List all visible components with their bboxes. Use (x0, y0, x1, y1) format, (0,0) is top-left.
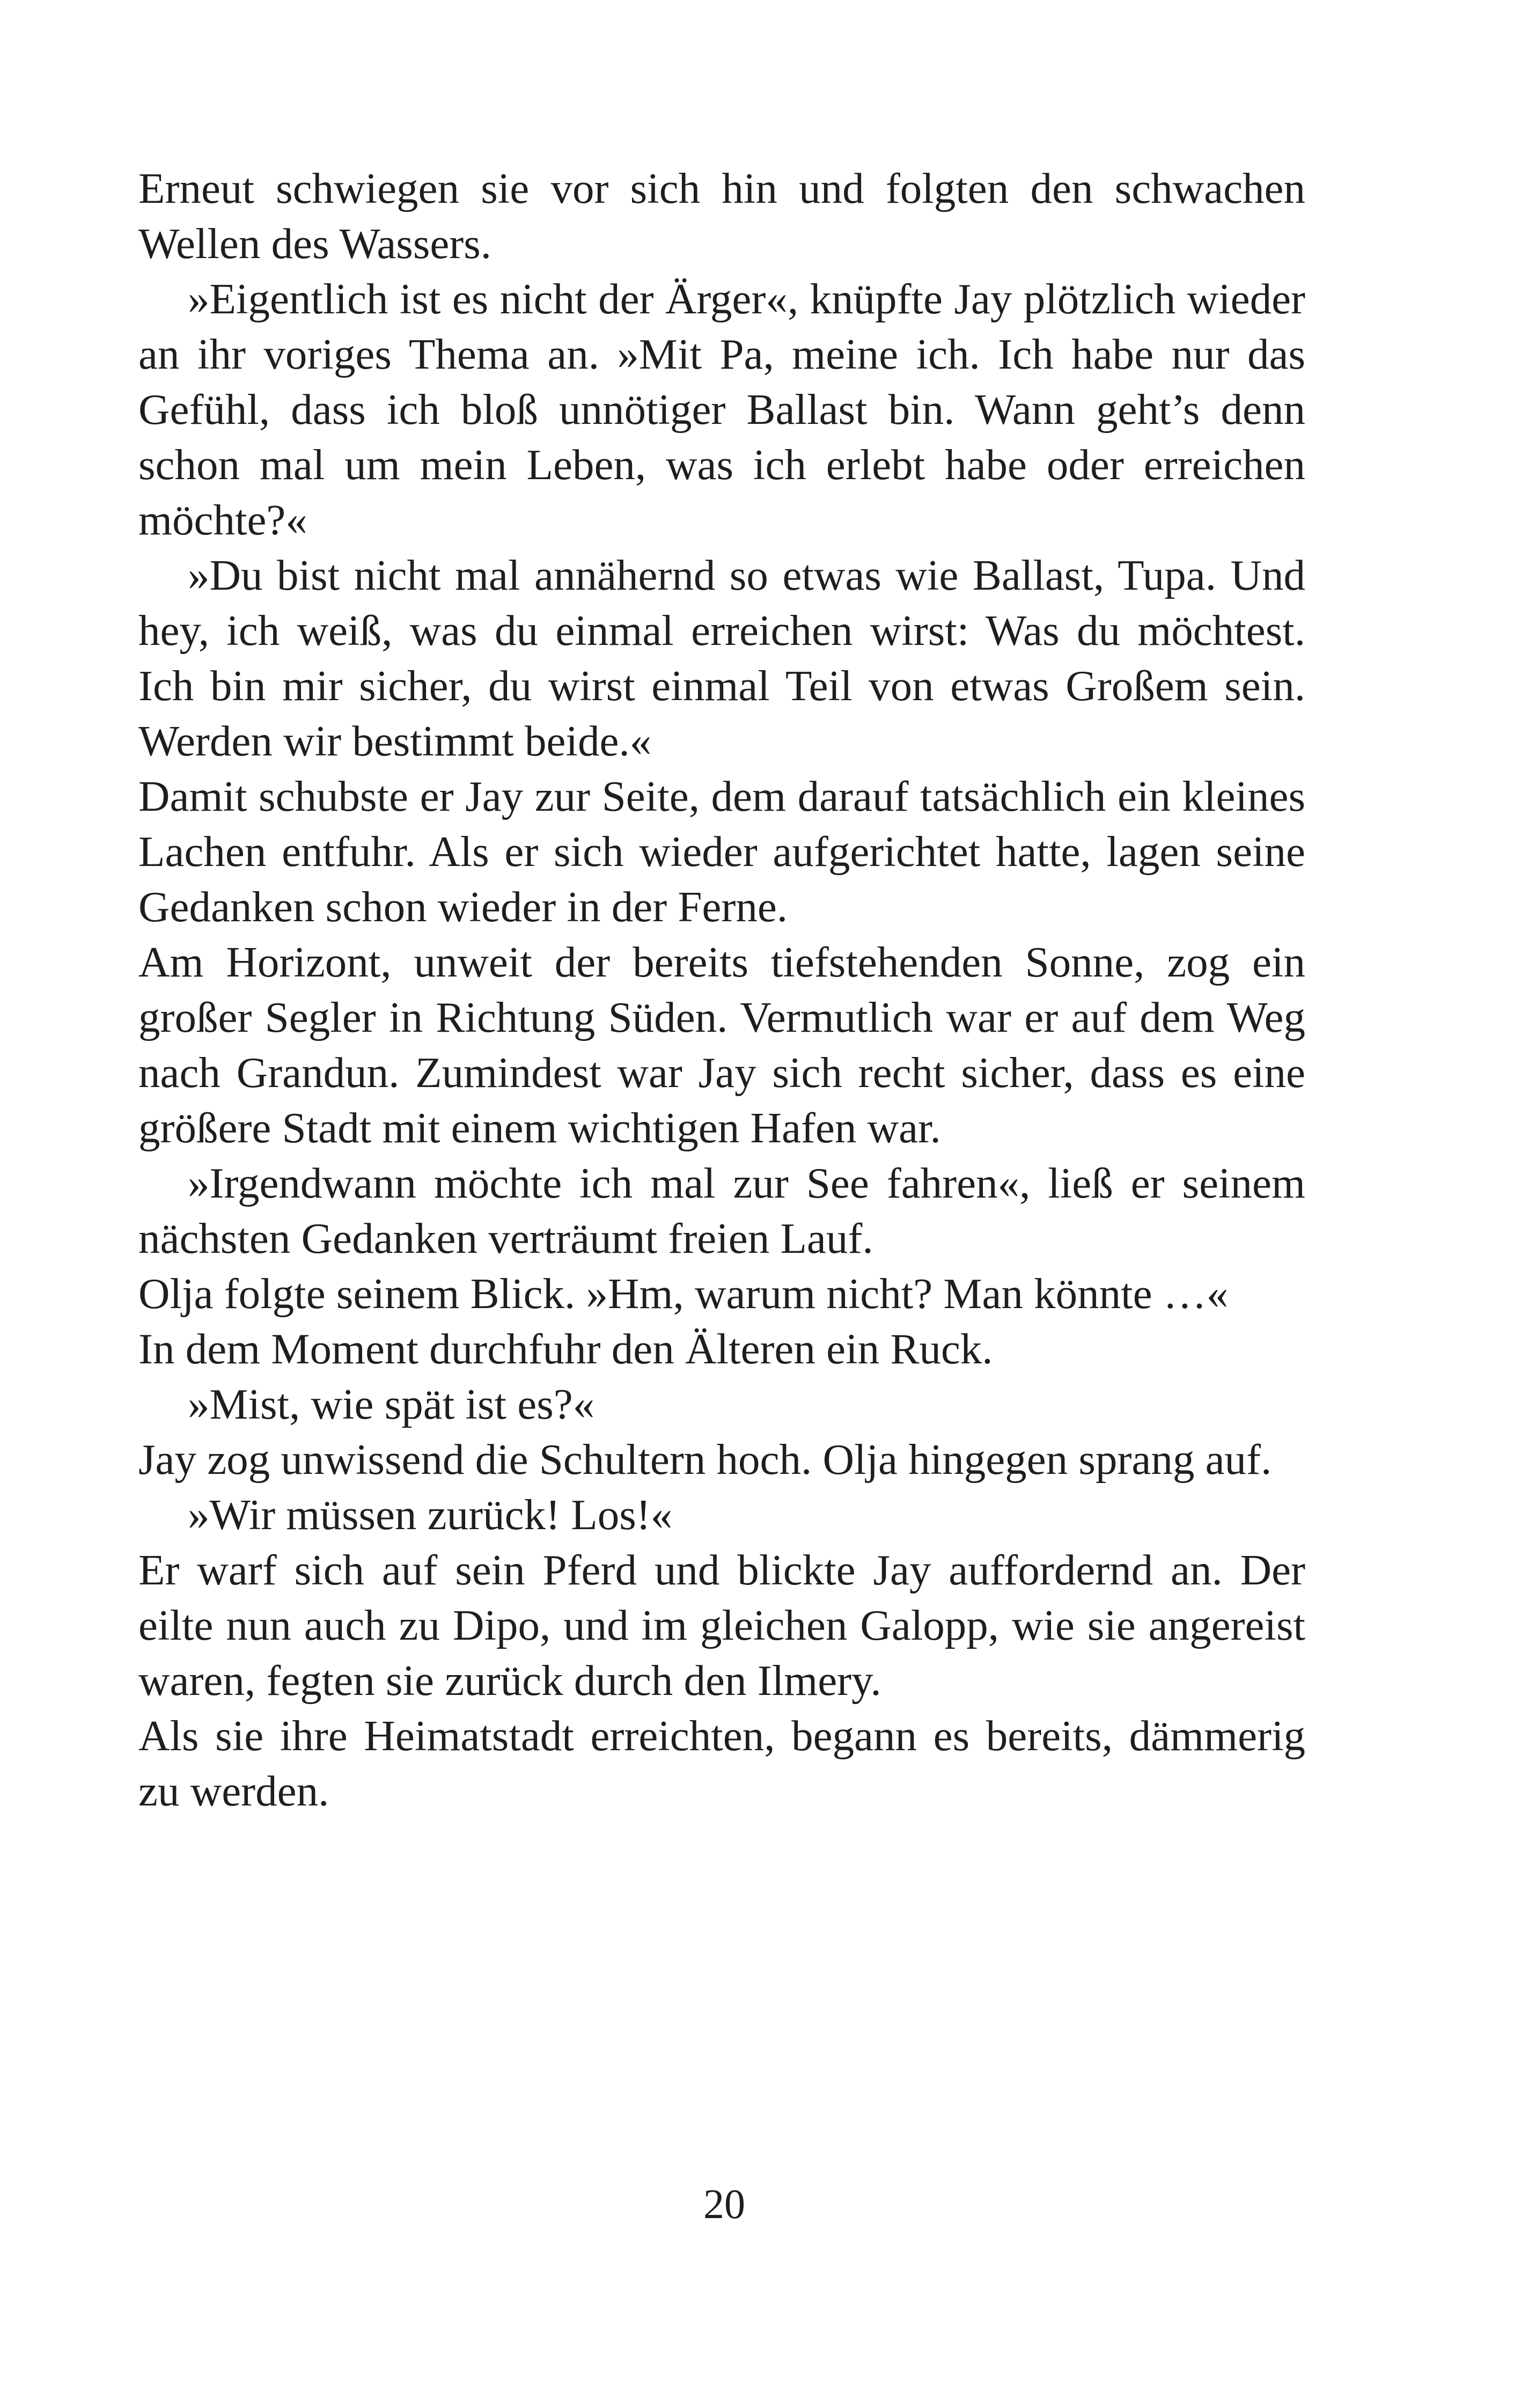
paragraph-5: Am Horizont, unweit der bereits tiefstehenden Sonne, zog ein großer Segler in Richtung Süden. Vermutlich war er auf dem Weg nach Grandun. Zumindest war Jay sich recht sicher, dass es eine größere Stadt mit einem wichtigen Hafen war. (138, 938, 1305, 1152)
paragraph-1: Erneut schwiegen sie vor sich hin und folgten den schwachen Wellen des Wassers. (138, 164, 1305, 268)
paragraph-13: Als sie ihre Heimatstadt erreichten, begann es bereits, dämmerig zu werden. (138, 1712, 1305, 1815)
paragraph-2: »Eigentlich ist es nicht der Ärger«, knüpfte Jay plötzlich wieder an ihr voriges Thema an. »Mit Pa, meine ich. Ich habe nur das Gefühl, dass ich bloß unnötiger Ballast bin. Wann geht’s denn schon mal um mein Leben, was ich erlebt habe oder erreichen möchte?« (138, 275, 1305, 544)
body-text (138, 161, 1305, 1819)
paragraph-4: Damit schubste er Jay zur Seite, dem darauf tatsächlich ein kleines Lachen entfuhr. Als er sich wieder aufgerichtet hatte, lagen seine Gedanken schon wieder in der Ferne. (138, 772, 1305, 931)
paragraph-3: »Du bist nicht mal annähernd so etwas wie Ballast, Tupa. Und hey, ich weiß, was du einmal erreichen wirst: Was du möchtest. Ich bin mir sicher, du wirst einmal Teil von etwas Großem sein. Werden wir bestimmt beide.« (138, 551, 1305, 765)
page-number: 20 (703, 2181, 745, 2227)
paragraph-7: Olja folgte seinem Blick. »Hm, warum nicht? Man könnte …« (138, 1269, 1229, 1318)
paragraph-9: »Mist, wie spät ist es?« (188, 1380, 595, 1428)
paragraph-11: »Wir müssen zurück! Los!« (188, 1491, 673, 1539)
paragraph-6: »Irgendwann möchte ich mal zur See fahren«, ließ er seinem nächsten Gedanken verträumt freien Lauf. (138, 1159, 1305, 1262)
paragraph-12: Er warf sich auf sein Pferd und blickte Jay auffordernd an. Der eilte nun auch zu Dipo, und im gleichen Galopp, wie sie angereist waren, fegten sie zurück durch den Ilmery. (138, 1546, 1305, 1705)
paragraph-8: In dem Moment durchfuhr den Älteren ein Ruck. (138, 1325, 993, 1373)
paragraph-10: Jay zog unwissend die Schultern hoch. Olja hingegen sprang auf. (138, 1435, 1272, 1484)
